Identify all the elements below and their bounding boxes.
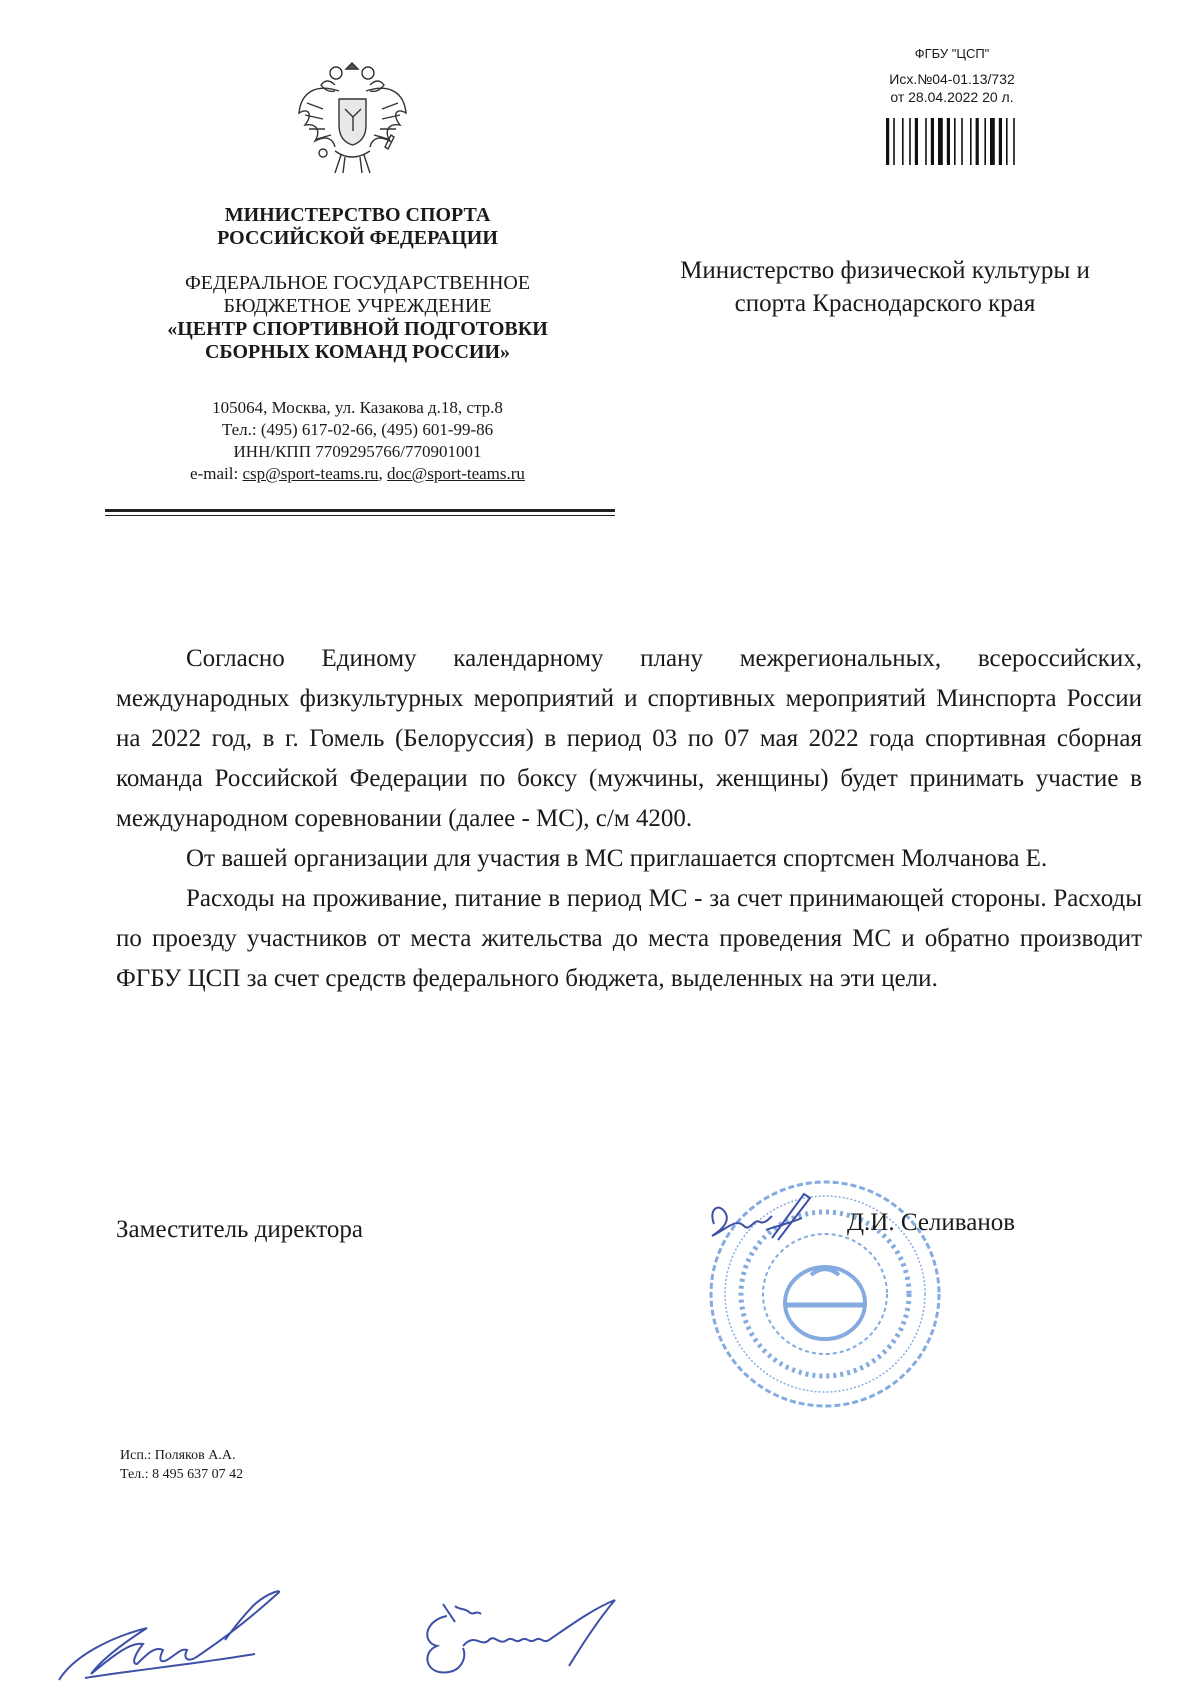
addressee-line-2: спорта Краснодарского края — [734, 290, 1036, 317]
handwritten-initial-1 — [55, 1584, 290, 1684]
ministry-line-2: РОССИЙСКОЙ ФЕДЕРАЦИИ — [217, 227, 498, 249]
phone: Тел.: (495) 617-02-66, (495) 601-99-86 — [221, 420, 494, 439]
letterhead-divider-thick — [105, 509, 615, 512]
email-label: e-mail: — [190, 464, 239, 483]
reg-number: Исх.№04-01.13/732 — [889, 71, 1015, 87]
executor-name: Исп.: Поляков А.А. — [120, 1448, 236, 1463]
ministry-name — [100, 204, 615, 250]
body-paragraph-3: Расходы на проживание, питание в период МС - за счет принимающей стороны. Расходы по проезду участников от места жительства до места проведения МС и обратно производит ФГБУ ЦСП за счет средств федерального бюджета, выделенных на эти цели. — [116, 885, 1142, 992]
body-paragraph-1: Согласно Единому календарному плану межрегиональных, всероссийских, международных физкультурных мероприятий и спортивных мероприятий Минспорта России на 2022 год, в г. Гомель (Белоруссия) в период 03 по 07 мая 2022 года спортивная сборная команда Российской Федерации по боксу (мужчины, женщины) будет принимать участие в международном соревновании (далее - МС), с/м 4200. — [116, 645, 1142, 832]
contacts-block — [100, 397, 615, 485]
organization-name — [100, 272, 615, 364]
org-line-3: «ЦЕНТР СПОРТИВНОЙ ПОДГОТОВКИ — [167, 318, 548, 340]
handwritten-initial-2 — [415, 1596, 620, 1680]
signer-position: Заместитель директора — [116, 1216, 363, 1243]
address: 105064, Москва, ул. Казакова д.18, стр.8 — [212, 398, 503, 417]
signer-name: Д.И. Селиванов — [847, 1209, 1016, 1236]
executor-block — [120, 1446, 243, 1484]
addressee — [640, 254, 1130, 320]
email-line: e-mail: csp@sport-teams.ru, doc@sport-teams.ru — [190, 464, 525, 483]
barcode-icon — [886, 118, 1030, 165]
reg-org: ФГБУ "ЦСП" — [914, 46, 990, 61]
reg-date: от 28.04.2022 20 л. — [890, 89, 1014, 105]
body-paragraph-2: От вашей организации для участия в МС приглашается спортсмен Молчанова Е. — [186, 845, 1048, 872]
email-link-1[interactable]: csp@sport-teams.ru — [242, 464, 379, 483]
ministry-line-1: МИНИСТЕРСТВО СПОРТА — [224, 204, 491, 226]
registration-stamp — [862, 45, 1042, 106]
handwritten-signature — [706, 1188, 816, 1246]
org-line-2: БЮДЖЕТНОЕ УЧРЕЖДЕНИЕ — [223, 295, 492, 317]
email-link-2[interactable]: doc@sport-teams.ru — [387, 464, 525, 483]
inn-kpp: ИНН/КПП 7709295766/770901001 — [233, 442, 482, 461]
org-line-4: СБОРНЫХ КОМАНД РОССИИ» — [204, 341, 511, 363]
letterhead-divider-thin — [105, 515, 615, 516]
coat-of-arms-icon — [295, 55, 410, 180]
letter-body — [116, 639, 1142, 999]
executor-phone: Тел.: 8 495 637 07 42 — [120, 1467, 244, 1482]
addressee-line-1: Министерство физической культуры и — [680, 257, 1090, 284]
org-line-1: ФЕДЕРАЛЬНОЕ ГОСУДАРСТВЕННОЕ — [184, 272, 531, 294]
